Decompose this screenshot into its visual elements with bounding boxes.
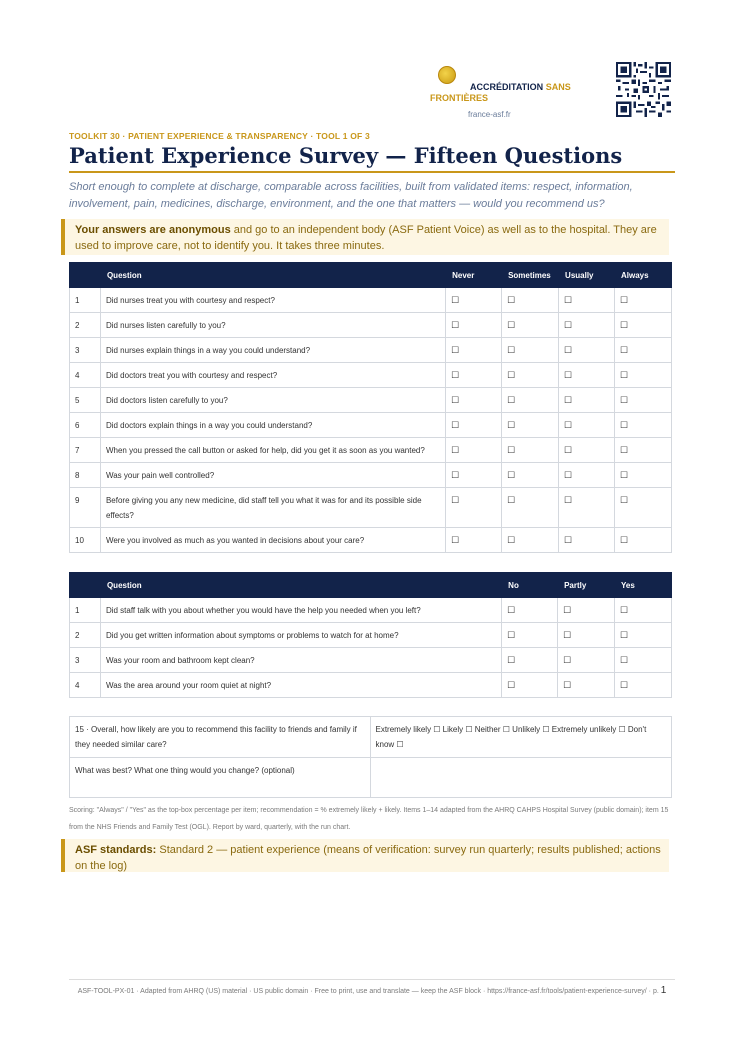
- question-text: When you pressed the call button or asked for help, did you get it as soon as you wanted?: [100, 438, 445, 463]
- question-text: Did doctors listen carefully to you?: [100, 388, 445, 413]
- answer-checkbox[interactable]: ☐: [559, 438, 615, 463]
- answer-checkbox[interactable]: ☐: [446, 388, 502, 413]
- question-number: 6: [70, 413, 101, 438]
- table-row: [70, 413, 672, 438]
- answer-checkbox[interactable]: ☐: [559, 313, 615, 338]
- question-text: Was your room and bathroom kept clean?: [100, 648, 501, 673]
- answer-checkbox[interactable]: ☐: [502, 463, 559, 488]
- footer-divider: [69, 979, 675, 980]
- brand-url[interactable]: france-asf.fr: [468, 110, 511, 119]
- brand-name-part1: ACCRÉDITATION: [470, 82, 544, 92]
- question-text: Was your pain well controlled?: [100, 463, 445, 488]
- answer-checkbox[interactable]: ☐: [559, 413, 615, 438]
- recommend-question: 15 · Overall, how likely are you to recommend this facility to friends and family if they needed similar care?: [70, 717, 371, 758]
- document-header: [0, 60, 745, 122]
- table-header-row: [70, 573, 672, 598]
- answer-checkbox[interactable]: ☐: [615, 363, 672, 388]
- answer-checkbox[interactable]: ☐: [559, 338, 615, 363]
- answer-checkbox[interactable]: ☐: [558, 623, 615, 648]
- answer-checkbox[interactable]: ☐: [559, 363, 615, 388]
- question-number: 5: [70, 388, 101, 413]
- answer-checkbox[interactable]: ☐: [559, 288, 615, 313]
- column-header-question: Question: [100, 573, 501, 598]
- answer-checkbox[interactable]: ☐: [615, 438, 672, 463]
- column-header-question: Question: [100, 263, 445, 288]
- question-text: Before giving you any new medicine, did staff tell you what it was for and its possible side effects?: [100, 488, 445, 528]
- recommendation-table: [69, 716, 672, 798]
- answer-checkbox[interactable]: ☐: [559, 528, 615, 553]
- question-text: Did you get written information about symptoms or problems to watch for at home?: [100, 623, 501, 648]
- question-text: Did doctors explain things in a way you could understand?: [100, 413, 445, 438]
- answer-checkbox[interactable]: ☐: [446, 528, 502, 553]
- answer-checkbox[interactable]: ☐: [502, 598, 558, 623]
- column-header-never: Never: [446, 263, 502, 288]
- question-text: Did nurses listen carefully to you?: [100, 313, 445, 338]
- table-row: [70, 598, 672, 623]
- table-row: [70, 648, 672, 673]
- table-row: [70, 438, 672, 463]
- answer-checkbox[interactable]: ☐: [615, 623, 672, 648]
- answer-checkbox[interactable]: ☐: [615, 598, 672, 623]
- frequency-questions-table: [69, 262, 672, 553]
- table-row: [70, 623, 672, 648]
- scoring-note: Scoring: "Always" / "Yes" as the top-box percentage per item; recommendation = % extremely likely + likely. Items 1–14 adapted from the AHRQ CAHPS Hospital Survey (public domain); item 15 from the NHS Friends and Family Test (OGL). Report by ward, quarterly, with the run chart.: [69, 807, 669, 831]
- yes-no-questions-table: [69, 572, 672, 698]
- answer-checkbox[interactable]: ☐: [559, 463, 615, 488]
- page-number: 1: [660, 985, 667, 996]
- answer-checkbox[interactable]: ☐: [446, 288, 502, 313]
- answer-checkbox[interactable]: ☐: [615, 288, 672, 313]
- answer-checkbox[interactable]: ☐: [446, 413, 502, 438]
- answer-checkbox[interactable]: ☐: [615, 463, 672, 488]
- answer-checkbox[interactable]: ☐: [559, 388, 615, 413]
- answer-checkbox[interactable]: ☐: [502, 313, 559, 338]
- table-row: [70, 338, 672, 363]
- question-text: Did nurses treat you with courtesy and respect?: [100, 288, 445, 313]
- answer-checkbox[interactable]: ☐: [446, 488, 502, 528]
- column-header-number: [70, 573, 101, 598]
- asf-standards-notice: [61, 839, 669, 872]
- column-header-usually: Usually: [559, 263, 615, 288]
- answer-checkbox[interactable]: ☐: [502, 623, 558, 648]
- question-number: 8: [70, 463, 101, 488]
- open-feedback-question: What was best? What one thing would you change? (optional): [70, 758, 371, 798]
- column-header-number: [70, 263, 101, 288]
- answer-checkbox[interactable]: ☐: [502, 673, 558, 698]
- answer-checkbox[interactable]: ☐: [446, 363, 502, 388]
- table-row: [70, 363, 672, 388]
- answer-checkbox[interactable]: ☐: [559, 488, 615, 528]
- question-text: Were you involved as much as you wanted in decisions about your care?: [100, 528, 445, 553]
- question-number: 10: [70, 528, 101, 553]
- question-text: Did doctors treat you with courtesy and respect?: [100, 363, 445, 388]
- table-row: [70, 313, 672, 338]
- table-row: [70, 488, 672, 528]
- table-row: [70, 528, 672, 553]
- table-row: [70, 388, 672, 413]
- toolkit-kicker: TOOLKIT 30 · PATIENT EXPERIENCE & TRANSPARENCY · TOOL 1 OF 3: [69, 131, 370, 141]
- page-footer: [69, 984, 675, 998]
- answer-checkbox[interactable]: ☐: [446, 338, 502, 363]
- question-text: Was the area around your room quiet at night?: [100, 673, 501, 698]
- answer-checkbox[interactable]: ☐: [615, 338, 672, 363]
- answer-checkbox[interactable]: ☐: [502, 363, 559, 388]
- question-number: 2: [70, 623, 101, 648]
- asf-standards-text: Standard 2 — patient experience (means of verification: survey run quarterly; results published; actions on the log): [75, 844, 661, 872]
- brand-name-part3: FRONTIÈRES: [430, 93, 489, 103]
- open-feedback-row: [70, 758, 672, 798]
- answer-checkbox[interactable]: ☐: [615, 388, 672, 413]
- answer-checkbox[interactable]: ☐: [615, 673, 672, 698]
- answer-checkbox[interactable]: ☐: [446, 313, 502, 338]
- answer-checkbox[interactable]: ☐: [502, 388, 559, 413]
- column-header-sometimes: Sometimes: [502, 263, 559, 288]
- table-row: [70, 463, 672, 488]
- recommendation-row: [70, 717, 672, 758]
- page-subtitle: Short enough to complete at discharge, comparable across facilities, built from validated items: respect, information, involvement, pain, medicines, discharge, environment, and the one that matters — would you recommend us?: [69, 181, 633, 210]
- column-header-no: No: [502, 573, 558, 598]
- answer-checkbox[interactable]: ☐: [446, 438, 502, 463]
- column-header-yes: Yes: [615, 573, 672, 598]
- answer-checkbox[interactable]: ☐: [558, 673, 615, 698]
- open-feedback-answer-field[interactable]: [370, 758, 672, 798]
- answer-checkbox[interactable]: ☐: [558, 648, 615, 673]
- question-number: 4: [70, 673, 101, 698]
- question-number: 7: [70, 438, 101, 463]
- question-number: 1: [70, 598, 101, 623]
- answer-checkbox[interactable]: ☐: [502, 438, 559, 463]
- table-header-row: [70, 263, 672, 288]
- anonymity-notice-text: and go to an independent body (ASF Patient Voice) as well as to the hospital. They are used to improve care, not to identify you. It takes three minutes.: [75, 224, 657, 252]
- anonymity-notice: [61, 219, 669, 255]
- qr-code-icon: [616, 62, 671, 117]
- answer-checkbox[interactable]: ☐: [615, 413, 672, 438]
- answer-checkbox[interactable]: ☐: [615, 488, 672, 528]
- answer-checkbox[interactable]: ☐: [502, 648, 558, 673]
- answer-checkbox[interactable]: ☐: [502, 288, 559, 313]
- title-divider: [69, 171, 675, 173]
- answer-checkbox[interactable]: ☐: [502, 488, 559, 528]
- brand-name: [430, 82, 600, 104]
- answer-checkbox[interactable]: ☐: [615, 648, 672, 673]
- footer-text: ASF-TOOL-PX-01 · Adapted from AHRQ (US) material · US public domain · Free to print, use and translate — keep the ASF block · https://france-asf.fr/tools/patient-experience-survey/ · p.: [77, 988, 659, 995]
- column-header-always: Always: [615, 263, 672, 288]
- answer-checkbox[interactable]: ☐: [615, 528, 672, 553]
- table-row: [70, 288, 672, 313]
- answer-checkbox[interactable]: ☐: [502, 528, 559, 553]
- question-number: 4: [70, 363, 101, 388]
- recommend-options[interactable]: Extremely likely ☐ Likely ☐ Neither ☐ Unlikely ☐ Extremely unlikely ☐ Don't know ☐: [370, 717, 672, 758]
- answer-checkbox[interactable]: ☐: [615, 313, 672, 338]
- column-header-partly: Partly: [558, 573, 615, 598]
- anonymity-notice-bold: Your answers are anonymous: [75, 224, 231, 236]
- answer-checkbox[interactable]: ☐: [446, 463, 502, 488]
- page-title: Patient Experience Survey — Fifteen Questions: [69, 143, 623, 168]
- question-number: 1: [70, 288, 101, 313]
- answer-checkbox[interactable]: ☐: [558, 598, 615, 623]
- answer-checkbox[interactable]: ☐: [502, 413, 559, 438]
- question-number: 9: [70, 488, 101, 528]
- question-number: 2: [70, 313, 101, 338]
- table-row: [70, 673, 672, 698]
- question-text: Did nurses explain things in a way you could understand?: [100, 338, 445, 363]
- question-text: Did staff talk with you about whether you would have the help you needed when you left?: [100, 598, 501, 623]
- question-number: 3: [70, 648, 101, 673]
- asf-standards-bold: ASF standards:: [75, 844, 157, 856]
- answer-checkbox[interactable]: ☐: [502, 338, 559, 363]
- brand-name-part2: SANS: [545, 82, 571, 92]
- question-number: 3: [70, 338, 101, 363]
